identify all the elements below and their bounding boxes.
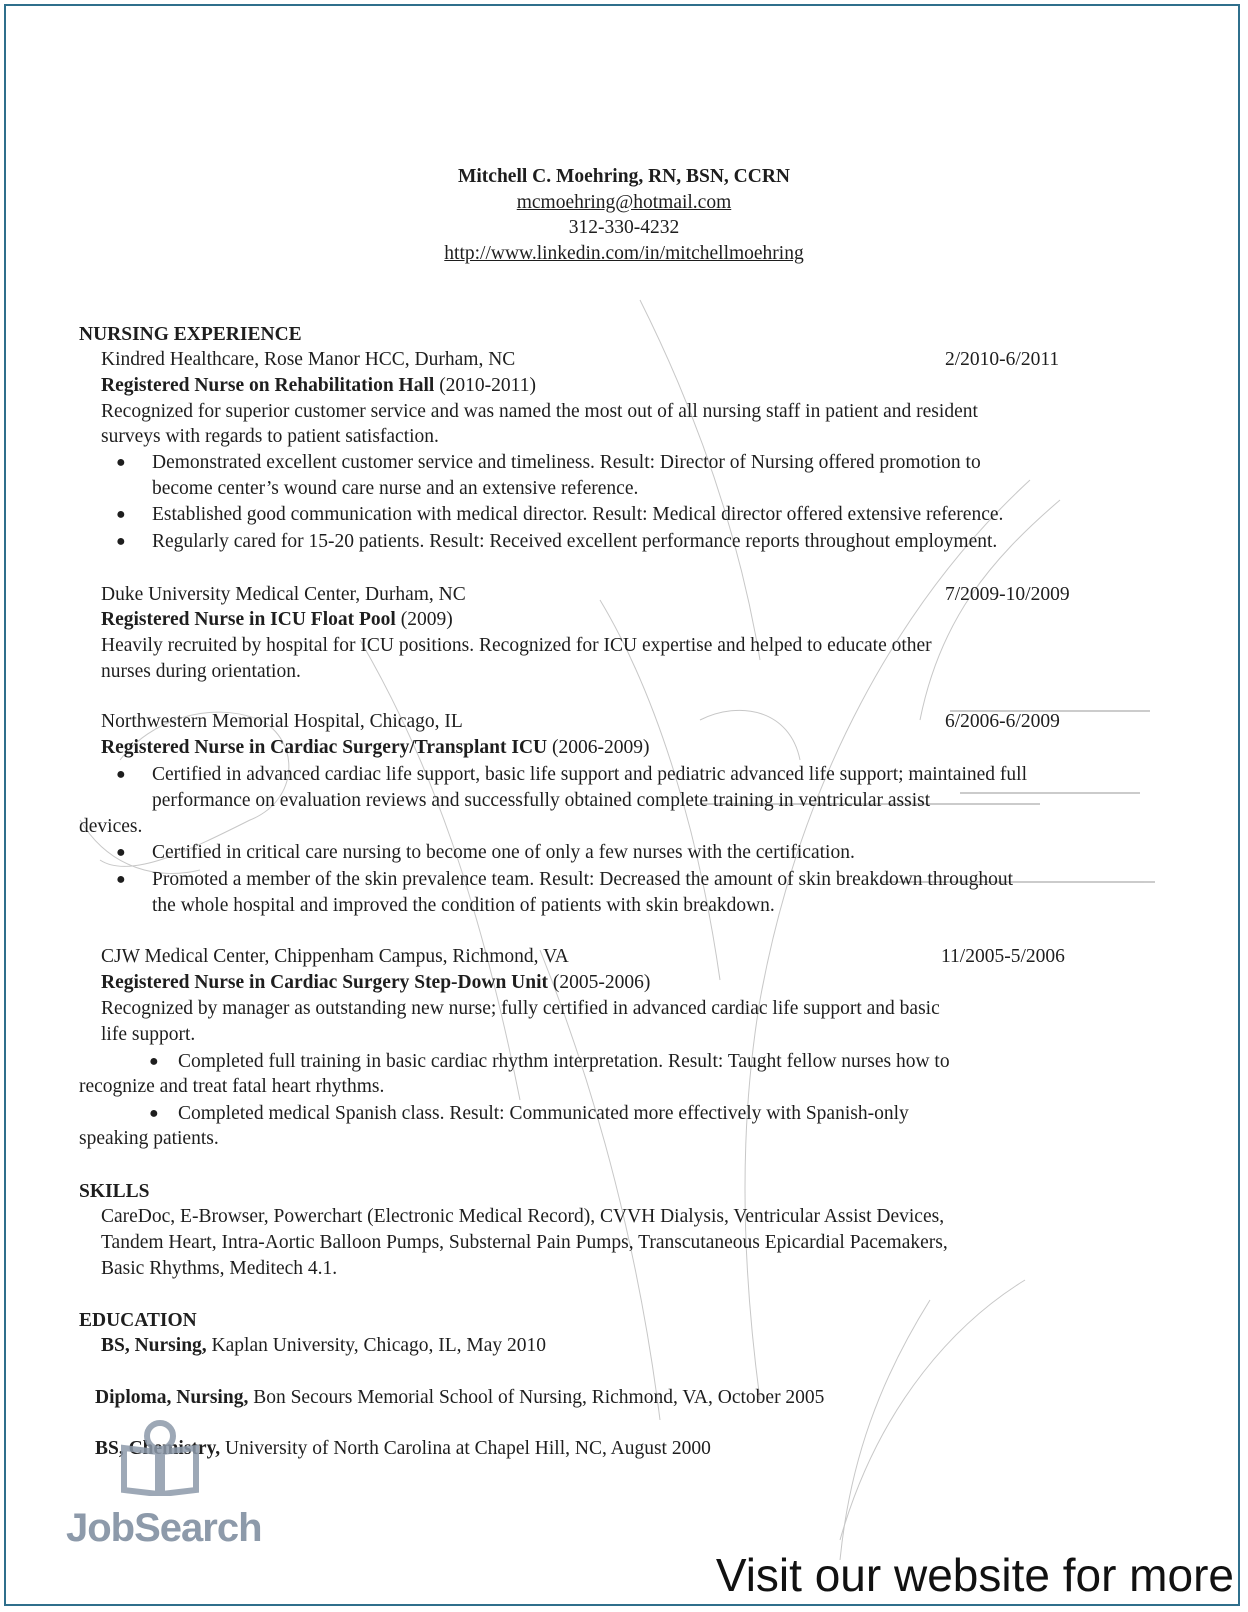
skills-line: CareDoc, E-Browser, Powerchart (Electronic Medical Record), CVVH Dialysis, Ventricular Assist Devices, <box>101 1206 945 1227</box>
education-item <box>101 1334 546 1358</box>
job-bullet: the whole hospital and improved the condition of patients with skin breakdown. <box>152 895 775 916</box>
education-degree: BS, Nursing, <box>101 1335 207 1356</box>
bullet-icon: ● <box>116 871 126 888</box>
job-bullet: Completed medical Spanish class. Result: Communicated more effectively with Spanish-only <box>178 1103 909 1124</box>
job-employer: Northwestern Memorial Hospital, Chicago, IL <box>101 711 463 732</box>
job-bullet: recognize and treat fatal heart rhythms. <box>79 1076 385 1097</box>
education-detail: Kaplan University, Chicago, IL, May 2010 <box>206 1335 547 1356</box>
section-heading-skills: SKILLS <box>79 1181 150 1202</box>
job-title-line <box>101 971 650 995</box>
bullet-icon: ● <box>116 506 126 523</box>
job-bullet: Promoted a member of the skin prevalence team. Result: Decreased the amount of skin breakdown throughout <box>152 869 1013 890</box>
job-title-line <box>101 736 650 760</box>
skills-line: Tandem Heart, Intra-Aortic Balloon Pumps, Substernal Pain Pumps, Transcutaneous Epicardial Pacemakers, <box>101 1232 948 1253</box>
bullet-icon: ● <box>149 1053 159 1070</box>
job-dates: 2/2010-6/2011 <box>945 349 1060 370</box>
education-degree: BS, Chemistry, <box>95 1438 221 1459</box>
bullet-icon: ● <box>116 454 126 471</box>
job-summary: nurses during orientation. <box>101 661 301 682</box>
book-icon <box>118 1418 202 1496</box>
section-heading-experience: NURSING EXPERIENCE <box>79 324 302 345</box>
job-dates: 11/2005-5/2006 <box>941 946 1065 967</box>
section-heading-education: EDUCATION <box>79 1310 197 1331</box>
bullet-icon: ● <box>116 844 126 861</box>
job-bullet: Established good communication with medical director. Result: Medical director offered extensive reference. <box>152 504 1004 525</box>
job-summary: Recognized for superior customer service and was named the most out of all nursing staff in patient and resident <box>101 401 978 422</box>
job-bullet: become center’s wound care nurse and an extensive reference. <box>152 478 639 499</box>
job-title: Registered Nurse in Cardiac Surgery Step-Down Unit <box>101 972 549 993</box>
job-bullet: Completed full training in basic cardiac rhythm interpretation. Result: Taught fellow nurses how to <box>178 1051 950 1072</box>
job-title-years: (2005-2006) <box>552 972 651 993</box>
jobsearch-logo-text: JobSearch <box>66 1506 262 1550</box>
education-detail: Bon Secours Memorial School of Nursing, Richmond, VA, October 2005 <box>248 1387 825 1408</box>
job-title: Registered Nurse on Rehabilitation Hall <box>101 375 435 396</box>
job-bullet: devices. <box>79 816 143 837</box>
job-dates: 7/2009-10/2009 <box>945 584 1070 605</box>
job-title-line <box>101 608 453 632</box>
job-bullet: Certified in advanced cardiac life support, basic life support and pediatric advanced life support; maintained full <box>152 764 1028 785</box>
job-summary: Recognized by manager as outstanding new nurse; fully certified in advanced cardiac life support and basic <box>101 998 940 1019</box>
job-employer: Kindred Healthcare, Rose Manor HCC, Durham, NC <box>101 349 516 370</box>
job-title: Registered Nurse in Cardiac Surgery/Transplant ICU <box>101 737 548 758</box>
email-link[interactable]: mcmoehring@hotmail.com <box>516 192 732 213</box>
education-item <box>95 1386 824 1410</box>
job-title-years: (2009) <box>400 609 453 630</box>
job-title-line <box>101 374 536 398</box>
job-employer: Duke University Medical Center, Durham, NC <box>101 584 466 605</box>
job-summary: life support. <box>101 1024 196 1045</box>
job-dates: 6/2006-6/2009 <box>945 711 1060 732</box>
job-bullet: Certified in critical care nursing to become one of only a few nurses with the certification. <box>152 842 855 863</box>
bullet-icon: ● <box>149 1105 159 1122</box>
visit-website-banner[interactable]: Visit our website for more <box>715 1549 1234 1601</box>
job-bullet: speaking patients. <box>79 1128 219 1149</box>
education-detail: University of North Carolina at Chapel Hill, NC, August 2000 <box>220 1438 711 1459</box>
education-degree: Diploma, Nursing, <box>95 1387 249 1408</box>
job-bullet: Demonstrated excellent customer service and timeliness. Result: Director of Nursing offered promotion to <box>152 452 981 473</box>
linkedin-link[interactable]: http://www.linkedin.com/in/mitchellmoehring <box>444 243 804 264</box>
job-title: Registered Nurse in ICU Float Pool <box>101 609 396 630</box>
job-summary: Heavily recruited by hospital for ICU positions. Recognized for ICU expertise and helped to educate other <box>101 635 932 656</box>
bullet-icon: ● <box>116 766 126 783</box>
job-title-years: (2010-2011) <box>439 375 536 396</box>
job-bullet: performance on evaluation reviews and successfully obtained complete training in ventricular assist <box>152 790 931 811</box>
job-title-years: (2006-2009) <box>552 737 650 758</box>
job-bullet: Regularly cared for 15-20 patients. Result: Received excellent performance reports throughout employment. <box>152 531 998 552</box>
job-summary: surveys with regards to patient satisfaction. <box>101 426 439 447</box>
candidate-name: Mitchell C. Moehring, RN, BSN, CCRN <box>457 166 790 187</box>
phone-number: 312-330-4232 <box>568 217 680 238</box>
bullet-icon: ● <box>116 533 126 550</box>
job-employer: CJW Medical Center, Chippenham Campus, Richmond, VA <box>101 946 569 967</box>
skills-line: Basic Rhythms, Meditech 4.1. <box>101 1258 338 1279</box>
